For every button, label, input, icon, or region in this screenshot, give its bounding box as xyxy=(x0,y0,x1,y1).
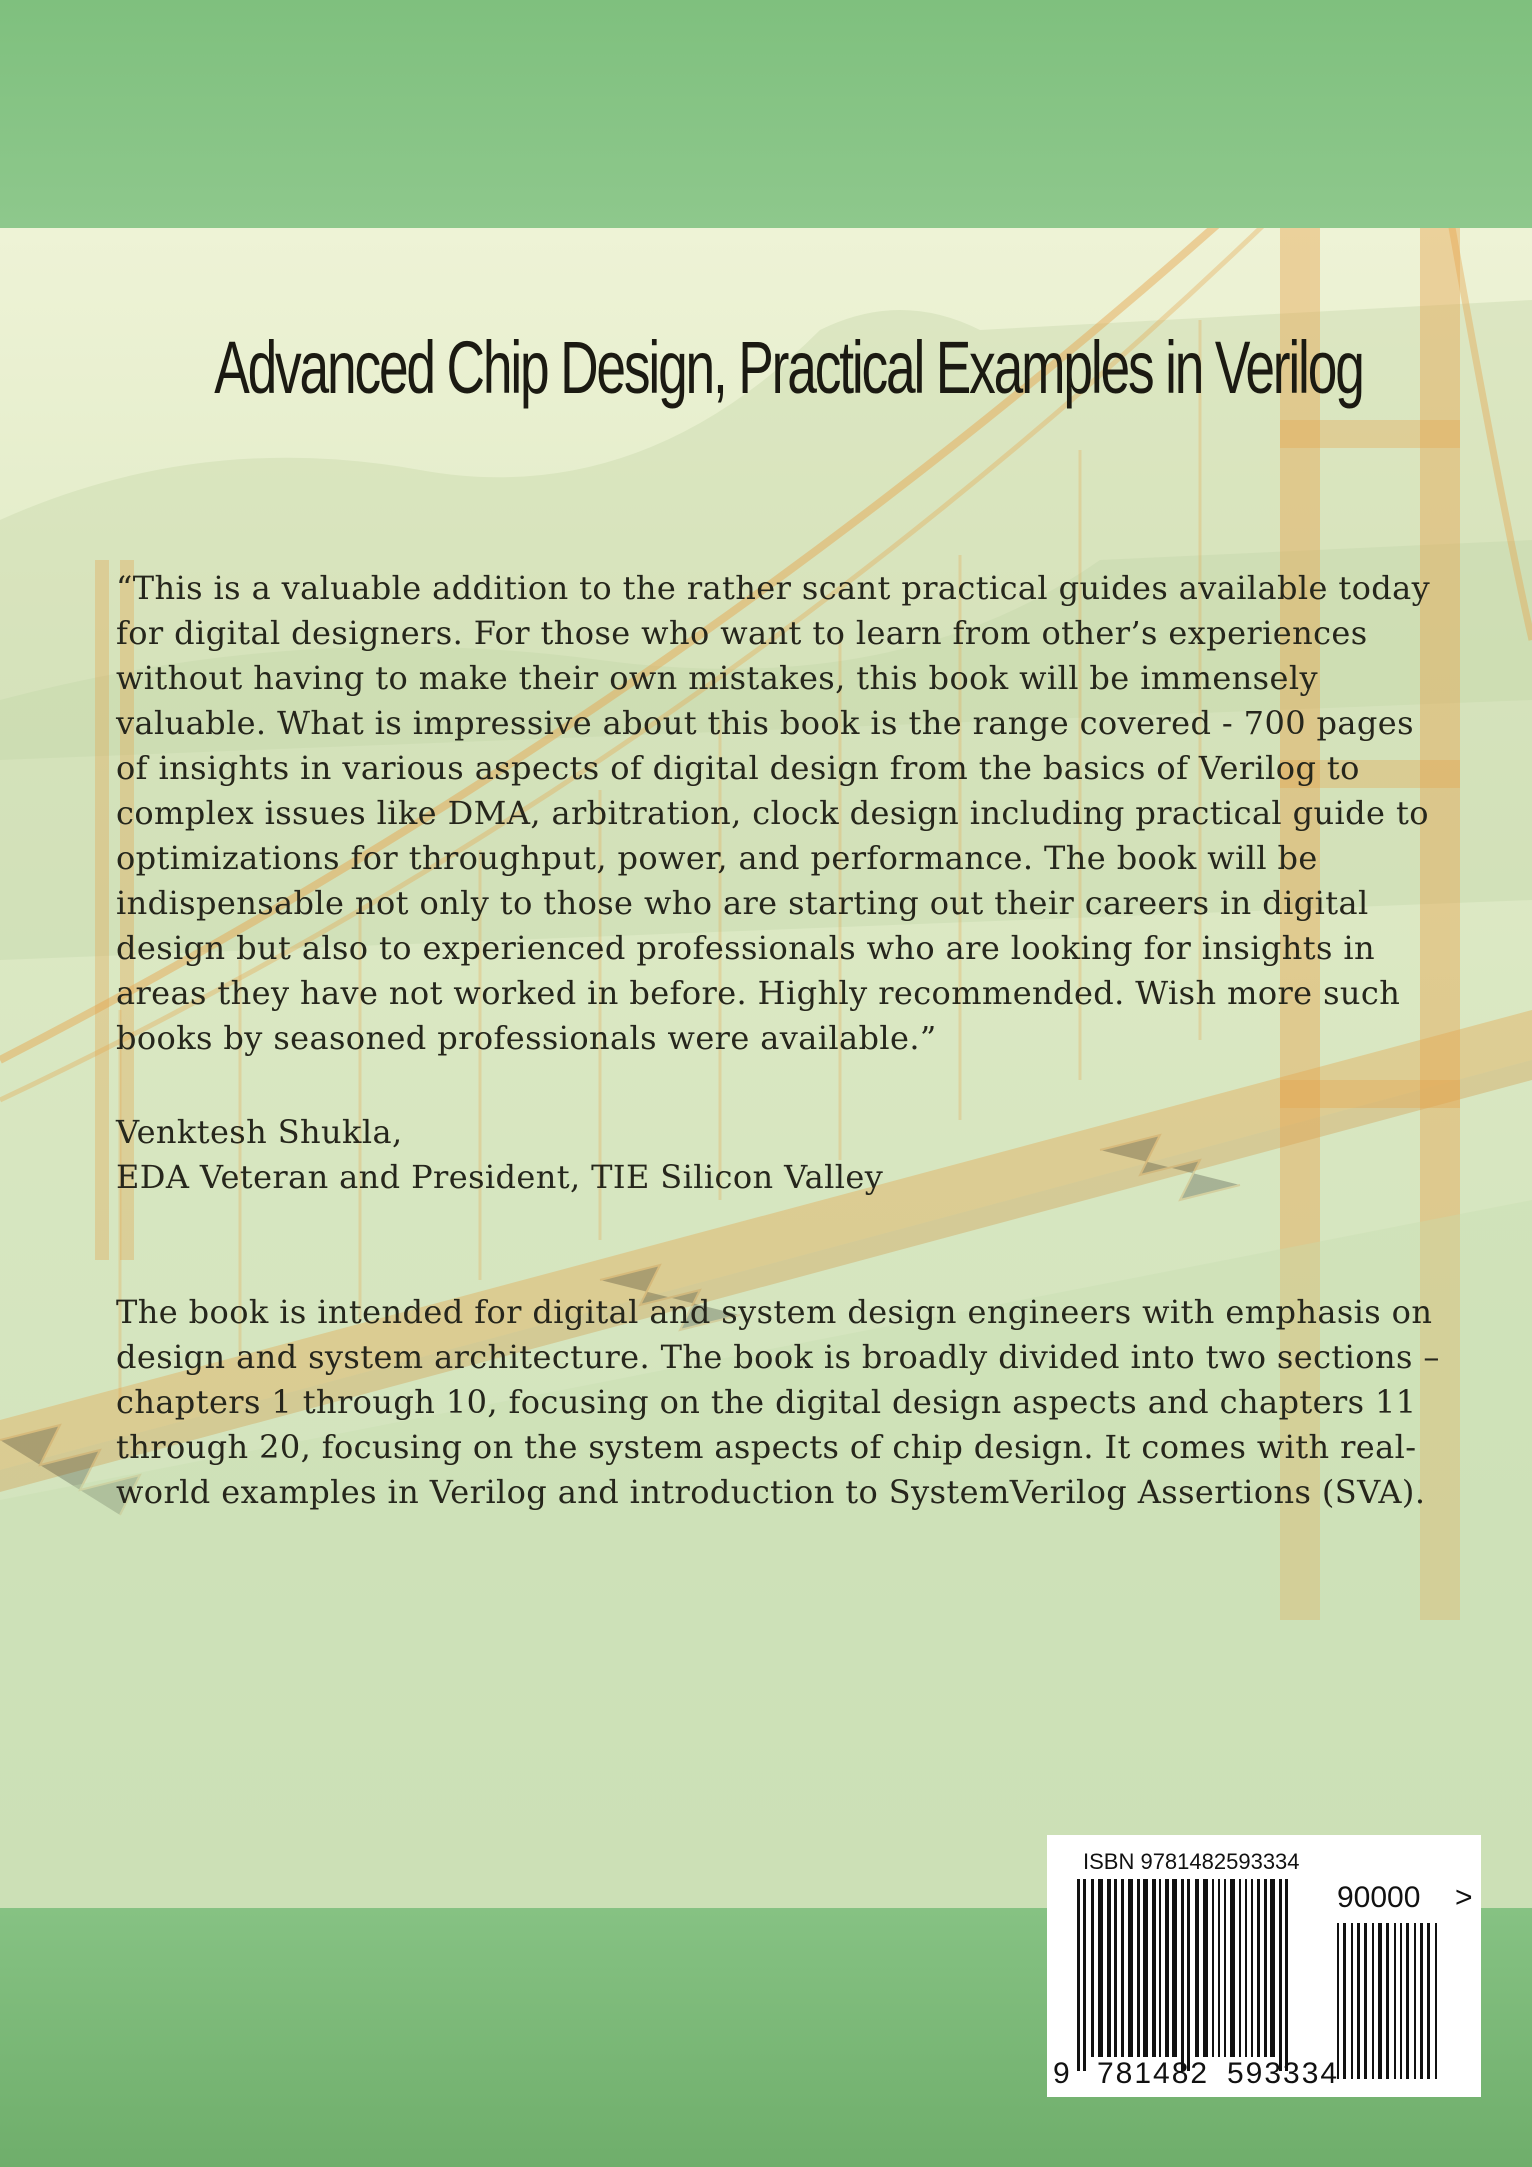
barcode-bar xyxy=(1251,1879,1253,2057)
barcode-bar xyxy=(1121,1879,1124,2057)
endorsement-quote: “This is a valuable addition to the rather scant practical guides available today for digital designers. For those who want to learn from other’s experiences without having to make their own mistakes, this book will be immensely valuable. What is impressive about this book is the range covered - 700 pages of insights in various aspects of digital design from the basics of Verilog to complex issues like DMA, arbitration, clock design including practical guide to optimizations for throughput, power, and performance. The book will be indispensable not only to those who are starting out their careers in digital design but also to experienced professionals who are looking for insights in areas they have not worked in before. Highly recommended. Wish more such books by seasoned professionals were available.” xyxy=(116,569,1431,1057)
barcode-bar xyxy=(1264,1879,1267,2057)
barcode-bar xyxy=(1245,1879,1247,2057)
barcode-bar xyxy=(1077,1879,1080,2071)
barcode-bar xyxy=(1083,1879,1086,2071)
barcode-bar xyxy=(1400,1923,1402,2079)
barcode-bar xyxy=(1394,1923,1396,2079)
barcode-bar xyxy=(1152,1879,1156,2057)
barcode-digits-group1: 781482 xyxy=(1097,2057,1210,2090)
barcode-bar xyxy=(1098,1879,1103,2057)
barcode-digits-group2: 593334 xyxy=(1227,2057,1340,2090)
barcode-bar xyxy=(1114,1879,1117,2057)
barcode-bar xyxy=(1172,1879,1177,2057)
barcode-bar xyxy=(1091,1879,1094,2057)
barcode-bar xyxy=(1239,1879,1241,2057)
barcode-bar xyxy=(1343,1923,1346,2079)
barcode-bar xyxy=(1386,1923,1389,2079)
barcode-bar xyxy=(1372,1923,1374,2079)
barcode-bar xyxy=(1270,1879,1275,2057)
price-code: 90000 xyxy=(1337,1881,1421,1914)
barcode-bar xyxy=(1285,1879,1288,2071)
barcode-bar xyxy=(1406,1923,1409,2079)
endorser-role: EDA Veteran and President, TIE Silicon Valley xyxy=(116,1158,884,1196)
barcode-bar xyxy=(1128,1879,1133,2057)
barcode-bar xyxy=(1159,1879,1161,2057)
barcode-bar xyxy=(1107,1879,1111,2057)
barcode-bar xyxy=(1357,1923,1360,2079)
barcode-bar xyxy=(1427,1923,1430,2079)
barcode-bar xyxy=(1224,1879,1226,2057)
isbn-label: ISBN 9781482593334 xyxy=(1083,1849,1300,1874)
barcode-bar xyxy=(1203,1879,1208,2057)
barcode-bar xyxy=(1143,1879,1148,2057)
barcode-bar xyxy=(1165,1879,1169,2057)
barcode-bar xyxy=(1435,1923,1437,2079)
barcode-bar xyxy=(1187,1879,1190,2071)
barcode-bar xyxy=(1212,1879,1214,2057)
barcode-bar xyxy=(1378,1923,1382,2079)
barcode-bar xyxy=(1137,1879,1140,2057)
barcode-bar xyxy=(1257,1879,1260,2057)
barcode-bar xyxy=(1279,1879,1282,2071)
endorsement-attribution xyxy=(116,1110,1446,1200)
book-title: Advanced Chip Design, Practical Examples in Verilog xyxy=(214,326,1363,409)
barcode-bar xyxy=(1218,1879,1220,2057)
barcode-bar xyxy=(1195,1879,1199,2057)
barcode-bar xyxy=(1337,1923,1339,2079)
barcode-bar xyxy=(1181,1879,1184,2071)
barcode-digit-first: 9 xyxy=(1053,2057,1072,2090)
price-arrow: > xyxy=(1455,1881,1473,1914)
endorser-name: Venktesh Shukla, xyxy=(116,1113,403,1151)
barcode-bar xyxy=(1420,1923,1423,2079)
barcode-bar xyxy=(1364,1923,1367,2079)
isbn-barcode xyxy=(1047,1835,1481,2097)
top-color-band xyxy=(0,0,1532,228)
barcode-bar xyxy=(1230,1879,1235,2057)
book-description: The book is intended for digital and system design engineers with emphasis on design and system architecture. The book is broadly divided into two sections – chapters 1 through 10, focusing on the digital design aspects and chapters 11 through 20, focusing on the system aspects of chip design. It comes with real-world examples in Verilog and introduction to SystemVerilog Assertions (SVA). xyxy=(116,1293,1440,1511)
barcode-bar xyxy=(1351,1923,1353,2079)
barcode-bar xyxy=(1414,1923,1416,2079)
